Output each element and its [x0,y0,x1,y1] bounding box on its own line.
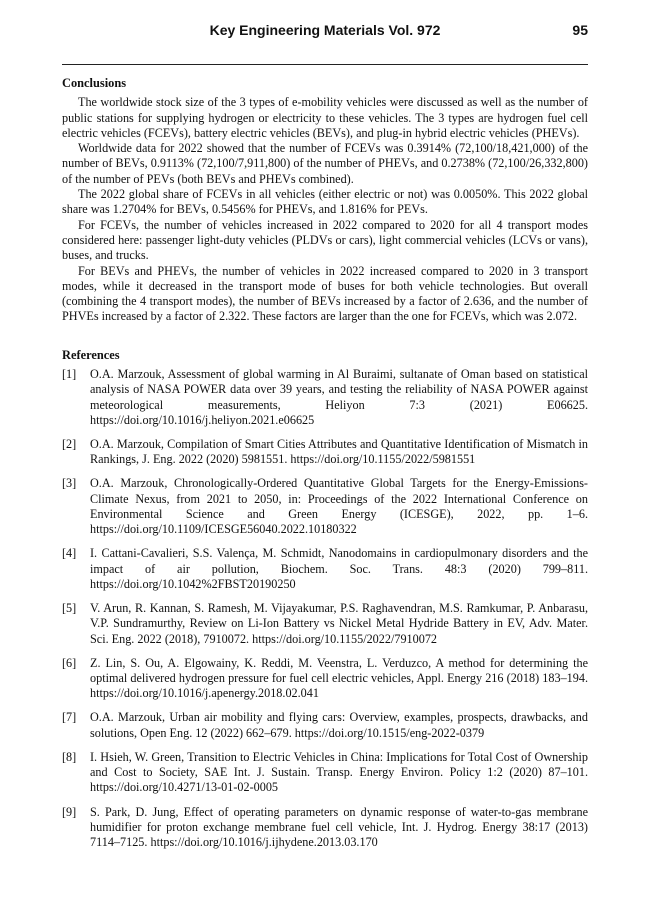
page-number: 95 [572,22,588,38]
paragraph: Worldwide data for 2022 showed that the number of FCEVs was 0.3914% (72,100/18,421,000) of the number of BEVs, 0.9113% (72,100/7,911,800) of the number of PHEVs, and 0.2738% (72,100/26,332,800) of the number of PEVs (both BEVs and PHEVs combined). [62,141,588,186]
journal-title: Key Engineering Materials Vol. 972 [209,22,441,38]
reference-item [62,437,588,468]
reference-item [62,750,588,796]
reference-number: [7] [62,710,77,725]
reference-number: [4] [62,546,77,561]
reference-number: [8] [62,749,77,764]
reference-number: [9] [62,804,77,819]
reference-item [62,656,588,702]
section-spacer [62,325,588,348]
reference-item [62,546,588,592]
reference-item [62,367,588,428]
paragraph: The 2022 global share of FCEVs in all vehicles (either electric or not) was 0.0050%. This 2022 global share was 1.2704% for BEVs, 0.5456% for PHEVs, and 1.816% for PEVs. [62,187,588,217]
reference-number: [2] [62,437,77,452]
paragraph: For BEVs and PHEVs, the number of vehicles in 2022 increased compared to 2020 in 3 transport modes, while it decreased in the transport mode of buses for both vehicle technologies. But overall (combining the 4 transport modes), the number of BEVs increased by a factor of 2.636, and the number of PHVEs increased by a factor of 2.322. These factors are larger than the one for FCEVs, which was 2.072. [62,263,588,324]
reference-text: S. Park, D. Jung, Effect of operating parameters on dynamic response of water-to-gas membrane humidifier for proton exchange membrane fuel cell vehicle, Int. J. Hydrog. Energy 38:17 (2013) 7114–7125. https://doi.org/10.1016/j.ijhydene.2013.03.170 [90,804,588,850]
reference-text: O.A. Marzouk, Chronologically-Ordered Quantitative Global Targets for the Energy-Emissions-Climate Nexus, from 2021 to 2050, in: Proceedings of the 2022 International Conference on Environmental Science and Green Energy (ICESGE), 2022, pp. 1–6. https://doi.org/10.1109/ICESGE56040.2022.10180322 [90,476,588,537]
header-rule [62,64,588,65]
reference-item [62,710,588,741]
reference-text: I. Hsieh, W. Green, Transition to Electric Vehicles in China: Implications for Total Cost of Ownership and Cost to Society, SAE Int. J. Sustain. Transp. Energy Environ. Policy 1:2 (2020) 87–101. https://doi.org/10.4271/13-01-02-0005 [90,749,588,795]
reference-list [62,367,588,850]
reference-text: O.A. Marzouk, Compilation of Smart Cities Attributes and Quantitative Identification of Mismatch in Rankings, J. Eng. 2022 (2020) 5981551. https://doi.org/10.1155/2022/5981551 [90,437,588,467]
paragraph: For FCEVs, the number of vehicles increased in 2022 compared to 2020 for all 4 transport modes considered here: passenger light-duty vehicles (PLDVs or cars), light commercial vehicles (LCVs or vans), buses, and trucks. [62,217,588,263]
reference-text: V. Arun, R. Kannan, S. Ramesh, M. Vijayakumar, P.S. Raghavendran, M.S. Ramkumar, P. Anbarasu, V.P. Sundramurthy, Review on Li-Ion Battery vs Nickel Metal Hydride Battery in EV, Adv. Mater. Sci. Eng. 2022 (2018), 7910072. https://doi.org/10.1155/2022/7910072 [90,601,588,646]
reference-text: I. Cattani-Cavalieri, S.S. Valença, M. Schmidt, Nanodomains in cardiopulmonary disorders and the impact of air pollution, Biochem. Soc. Trans. 48:3 (2020) 799–811. https://doi.org/10.1042%2FBST20190250 [90,546,588,591]
paragraph: The worldwide stock size of the 3 types of e-mobility vehicles were discussed as well as the number of public stations for supplying hydrogen or electricity to these vehicles. The 3 types are hydrogen fuel cell electric vehicles (FCEVs), battery electric vehicles (BEVs), and plug-in hybrid electric vehicles (PHEVs). [62,95,588,140]
reference-text: O.A. Marzouk, Assessment of global warming in Al Buraimi, sultanate of Oman based on statistical analysis of NASA POWER data over 39 years, and testing the reliability of NASA POWER against meteorological measurements, Heliyon 7:3 (2021) E06625. https://doi.org/10.1016/j.heliyon.2021.e06625 [90,367,588,427]
reference-number: [1] [62,367,77,382]
reference-number: [6] [62,655,77,670]
references-section [62,348,588,851]
reference-item [62,601,588,647]
section-heading: References [62,347,120,362]
section-heading: Conclusions [62,76,127,90]
reference-text: Z. Lin, S. Ou, A. Elgowainy, K. Reddi, M. Veenstra, L. Verduzco, A method for determining the optimal delivered hydrogen pressure for fuel cell electric vehicles, Appl. Energy 216 (2018) 183–194. https://doi.org/10.1016/j.apenergy.2018.02.041 [90,655,588,701]
page-body [62,76,588,859]
reference-number: [3] [62,476,77,491]
reference-text: O.A. Marzouk, Urban air mobility and flying cars: Overview, examples, prospects, drawbacks, and solutions, Open Eng. 12 (2022) 662–679. https://doi.org/10.1515/eng-2022-0379 [90,710,588,740]
conclusions-section [62,76,588,325]
reference-item [62,805,588,851]
reference-number: [5] [62,601,77,616]
reference-item [62,476,588,537]
running-header [62,22,588,44]
